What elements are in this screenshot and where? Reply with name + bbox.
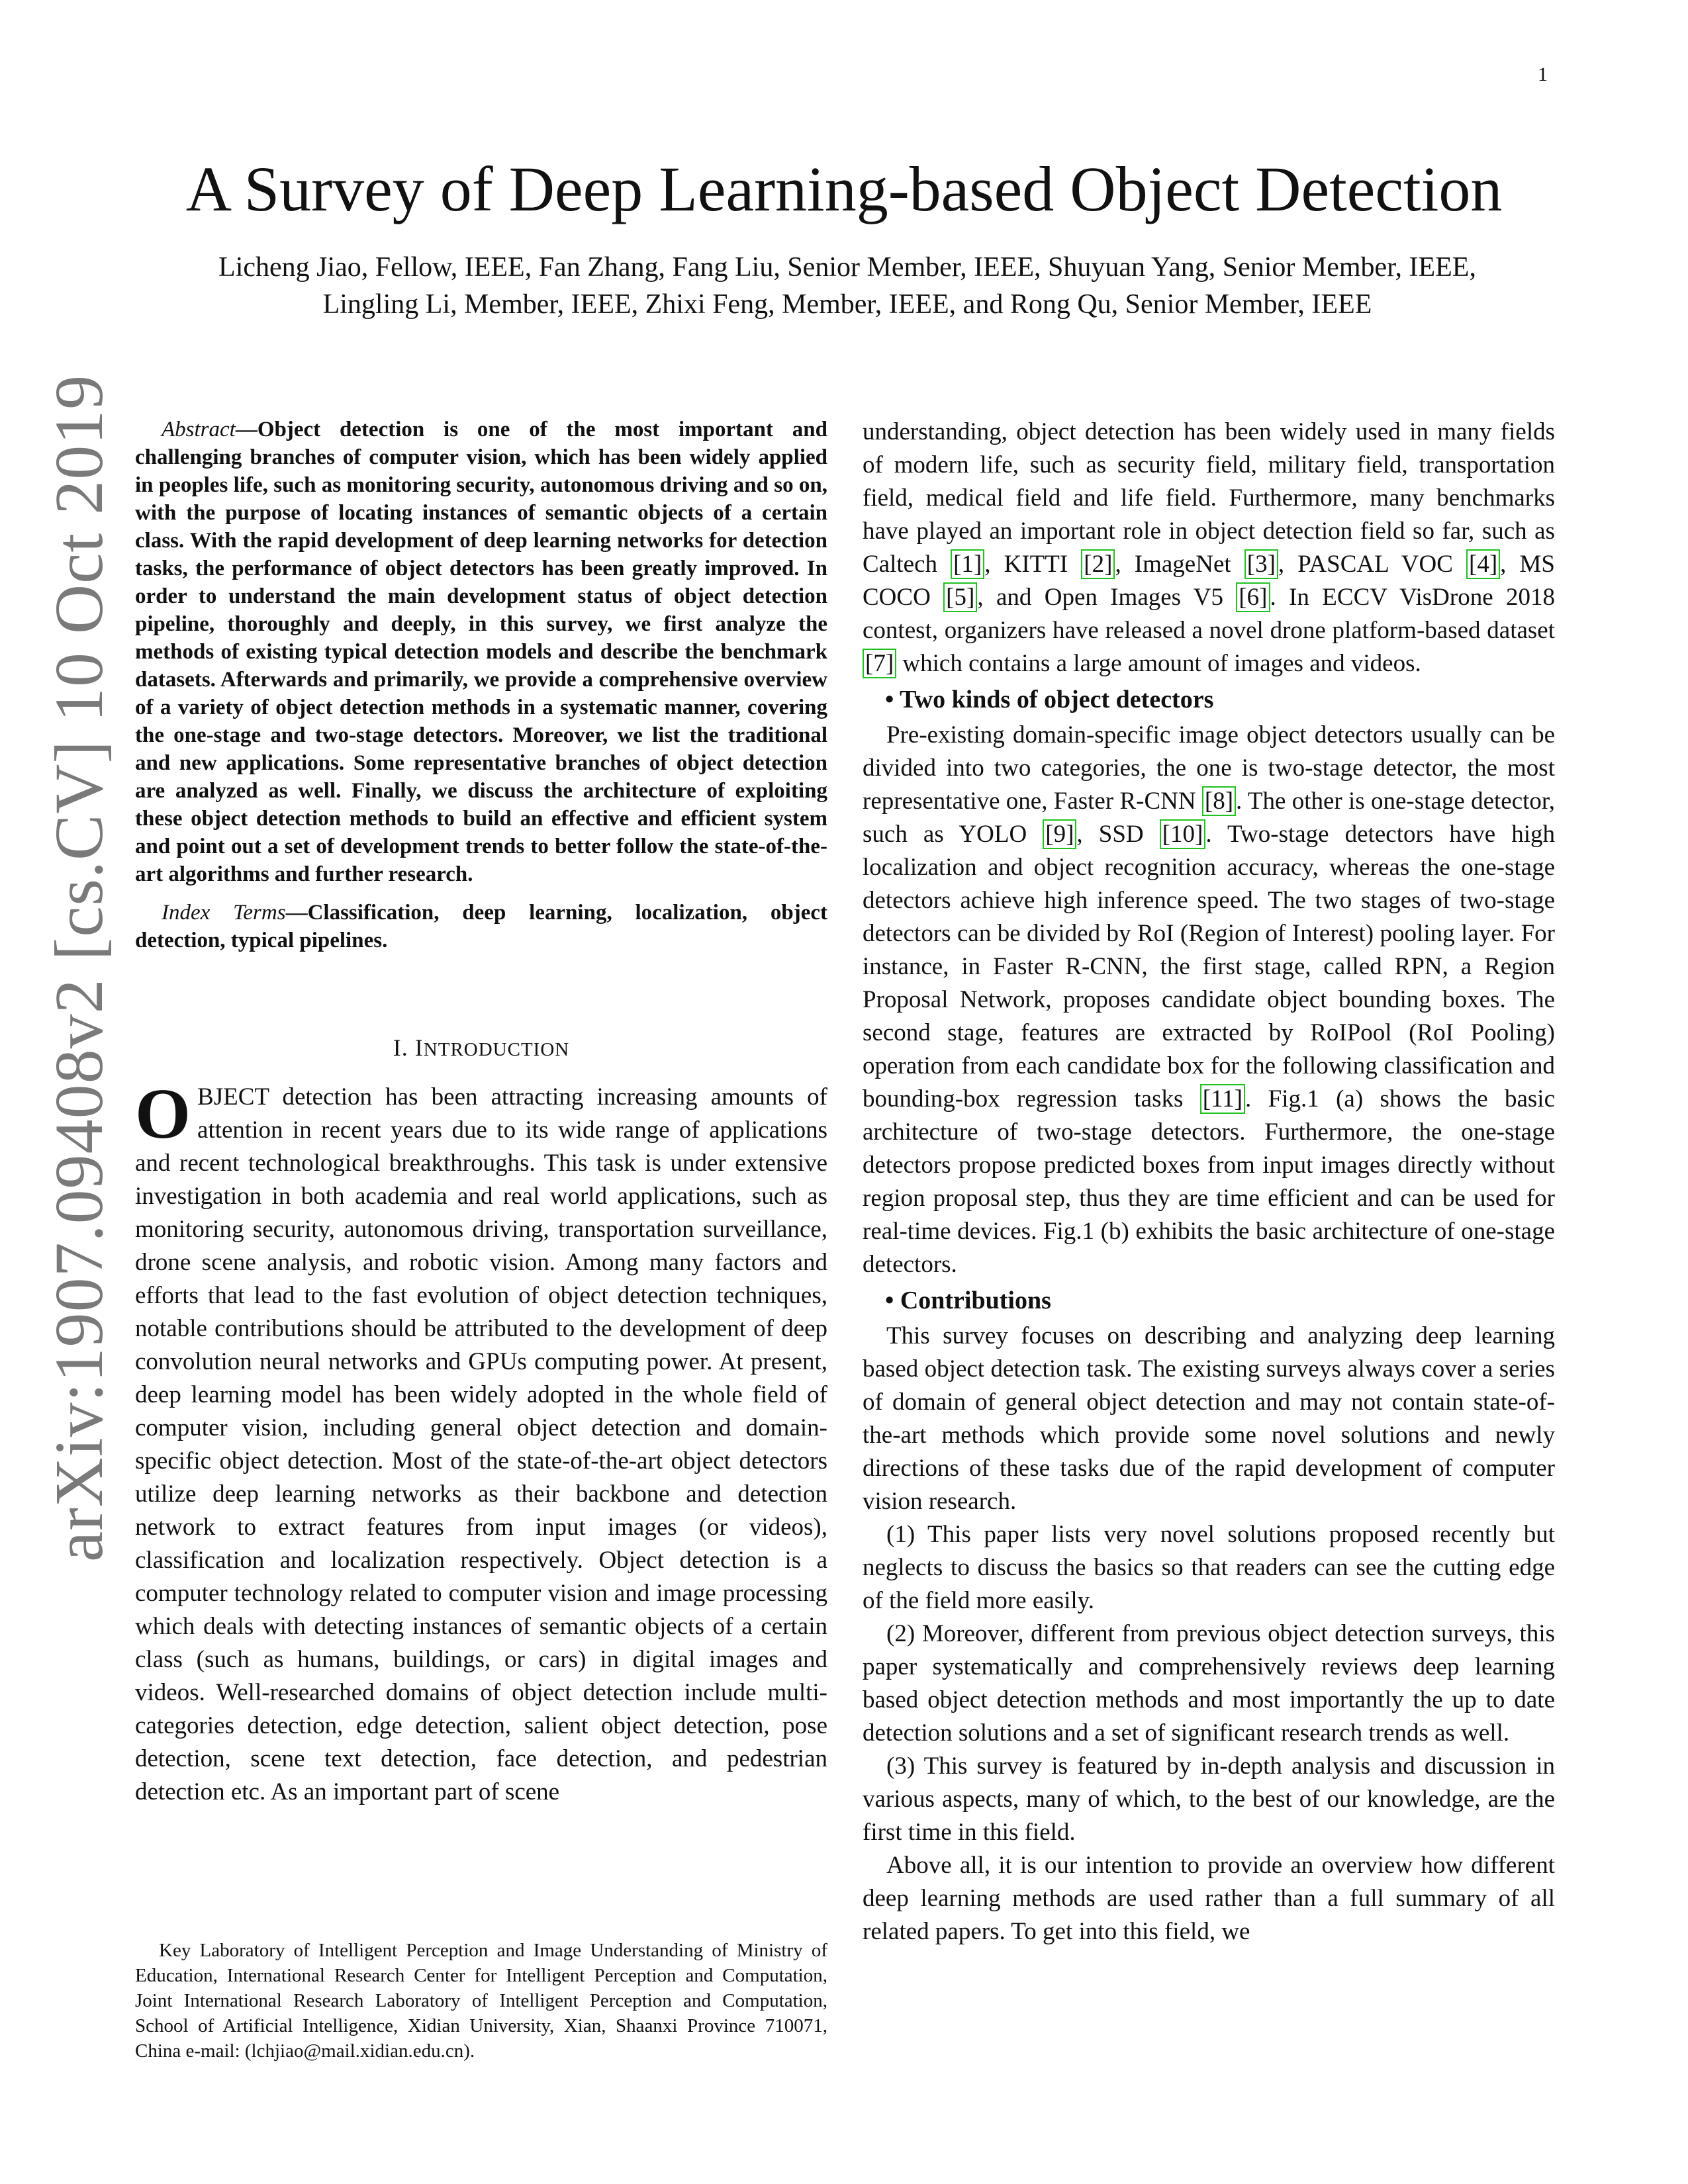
citation-link[interactable]: [2] xyxy=(1081,549,1115,579)
right-paragraph-5: (2) Moreover, different from previous object detection surveys, this paper systematically and comprehensively reviews deep learning based object detection methods and most importantly the up to date detection solutions and a set of significant research trends as well. xyxy=(863,1620,1555,1747)
index-terms-label: Index Terms xyxy=(162,901,286,925)
citation-link[interactable]: [6] xyxy=(1236,582,1270,612)
right-paragraph-3: This survey focuses on describing and analyzing deep learning based object detection task. The existing surveys always cover a series of domain of general object detection and may not contain state-of-the-art methods which provide some novel solutions and newly directions of these tasks due of the rapid development of computer vision research. xyxy=(863,1322,1555,1515)
paper-title: A Survey of Deep Learning-based Object Detection xyxy=(185,154,1503,224)
author-list xyxy=(126,249,1569,323)
text-span: , PASCAL VOC xyxy=(1278,551,1466,578)
text-span: which contains a large amount of images and videos. xyxy=(896,650,1421,677)
left-column xyxy=(135,416,827,1809)
index-terms xyxy=(135,899,827,954)
right-paragraph-7: Above all, it is our intention to provide an overview how different deep learning methods are used rather than a full summary of all related papers. To get into this field, we xyxy=(863,1852,1555,1945)
text-span: . The other is one-stage detector, such as YOLO xyxy=(863,788,1555,848)
right-paragraph-2 xyxy=(863,719,1555,1281)
citation-link[interactable]: [7] xyxy=(863,649,896,678)
citation-link[interactable]: [3] xyxy=(1244,549,1278,579)
bullet-heading-detectors: • Two kinds of object detectors xyxy=(885,686,1214,713)
citation-link[interactable]: [11] xyxy=(1200,1084,1245,1114)
authors-line-1: Licheng Jiao, Fellow, IEEE, Fan Zhang, Fang Liu, Senior Member, IEEE, Shuyuan Yang, Senior Member, IEEE, xyxy=(218,252,1476,283)
authors-line-2: Lingling Li, Member, IEEE, Zhixi Feng, Member, IEEE, and Rong Qu, Senior Member, IEEE xyxy=(322,289,1372,320)
section-number: I. xyxy=(393,1034,415,1061)
text-span: . In ECCV VisDrone 2018 contest, organizers have released a novel drone platform-based dataset xyxy=(863,584,1555,644)
citation-link[interactable]: [10] xyxy=(1160,819,1206,849)
drop-cap: O xyxy=(135,1075,191,1154)
text-span: , and Open Images V5 xyxy=(977,584,1237,611)
footnote: Key Laboratory of Intelligent Perception and Image Understanding of Ministry of Education, International Research Center for Intelligent Perception and Computation, Joint International Research Laboratory of Intelligent Perception and Computation, School of Artificial Intelligence, Xidian University, Xian, Shaanxi Province 710071, China e-mail: (lchjiao@mail.xidian.edu.cn). xyxy=(135,1940,827,2062)
text-span: , ImageNet xyxy=(1115,551,1244,578)
section-heading-introduction xyxy=(135,1031,827,1066)
citation-link[interactable]: [9] xyxy=(1043,819,1076,849)
text-span: understanding, object detection has been widely used in many fields of modern life, such as security field, military field, transportation field, medical field and life field. Furthermore, many benchmarks have played an important role in object detection field so far, such as Caltech xyxy=(863,418,1555,578)
bullet-heading-text: Contributions xyxy=(900,1287,1051,1314)
index-terms-text: —Classification, deep learning, localization, object detection, typical pipelines. xyxy=(135,901,827,952)
arxiv-watermark: arXiv:1907.09408v2 [cs.CV] 10 Oct 2019 xyxy=(41,374,117,1562)
text-span: , SSD xyxy=(1076,821,1160,848)
abstract-text: —Object detection is one of the most important and challenging branches of computer vision, which has been widely applied in peoples life, such as monitoring security, autonomous driving and so on, with the purpose of locating instances of semantic objects of a certain class. With the rapid development of deep learning networks for detection tasks, the performance of object detectors has been greatly improved. In order to understand the main development status of object detection pipeline, thoroughly and deeply, in this survey, we first analyze the methods of existing typical detection models and describe the benchmark datasets. Afterwards and primarily, we provide a comprehensive overview of a variety of object detection methods in a systematic manner, covering the one-stage and two-stage detectors. Moreover, we list the traditional and new applications. Some representative branches of object detection are analyzed as well. Finally, we discuss the architecture of exploiting these object detection methods to build an effective and efficient system and point out a set of development trends to better follow the state-of-the-art algorithms and further research. xyxy=(135,418,827,886)
bullet-heading-contributions: • Contributions xyxy=(885,1287,1051,1314)
right-paragraph-6: (3) This survey is featured by in-depth analysis and discussion in various aspects, many of which, to the best of our knowledge, are the first time in this field. xyxy=(863,1752,1555,1846)
abstract xyxy=(135,416,827,888)
intro-text: BJECT detection has been attracting increasing amounts of attention in recent years due to its wide range of applications and recent technological breakthroughs. This task is under extensive investigation in both academia and real world applications, such as monitoring security, autonomous driving, transportation surveillance, drone scene analysis, and robotic vision. Among many factors and efforts that lead to the fast evolution of object detection techniques, notable contributions should be attributed to the development of deep convolution neural networks and GPUs computing power. At present, deep learning model has been widely adopted in the whole field of computer vision, including general object detection and domain-specific object detection. Most of the state-of-the-art object detectors utilize deep learning networks as their backbone and detection network to extract features from input images (or videos), classification and localization respectively. Object detection is a computer technology related to computer vision and image processing which deals with detecting instances of semantic objects of a certain class (such as humans, buildings, or cars) in digital images and videos. Well-researched domains of object detection include multi-categories detection, edge detection, salient object detection, pose detection, scene text detection, face detection, and pedestrian detection etc. As an important part of scene xyxy=(135,1083,827,1805)
citation-link[interactable]: [8] xyxy=(1202,786,1236,816)
citation-link[interactable]: [1] xyxy=(951,549,984,579)
section-title-rest: NTRODUCTION xyxy=(423,1039,570,1060)
citation-link[interactable]: [4] xyxy=(1466,549,1500,579)
intro-paragraph xyxy=(135,1075,827,1809)
citation-link[interactable]: [5] xyxy=(943,582,977,612)
abstract-label: Abstract xyxy=(162,418,236,441)
text-span: , MS COCO xyxy=(863,551,1555,611)
text-span: Pre-existing domain-specific image object detectors usually can be divided into two categories, the one is two-stage detector, the most representative one, Faster R-CNN xyxy=(863,721,1555,815)
right-paragraph-4: (1) This paper lists very novel solutions proposed recently but neglects to discuss the basics so that readers can see the cutting edge of the field more easily. xyxy=(863,1521,1555,1614)
page-number: 1 xyxy=(1538,64,1548,85)
section-first-letter: I xyxy=(414,1034,424,1061)
text-span: . Fig.1 (a) shows the basic architecture of two-stage detectors. Furthermore, the one-stage detectors propose predicted boxes from input images directly without region proposal step, thus they are time efficient and can be used for real-time devices. Fig.1 (b) exhibits the basic architecture of one-stage detectors. xyxy=(863,1085,1555,1278)
bullet-heading-text: Two kinds of object detectors xyxy=(900,686,1214,713)
right-paragraph-1 xyxy=(863,416,1555,680)
text-span: . Two-stage detectors have high localization and object recognition accuracy, whereas the one-stage detectors achieve high inference speed. The two stages of two-stage detectors can be divided by RoI (Region of Interest) pooling layer. For instance, in Faster R-CNN, the first stage, called RPN, a Region Proposal Network, proposes candidate object bounding boxes. The second stage, features are extracted by RoIPool (RoI Pooling) operation from each candidate box for the following classification and bounding-box regression tasks xyxy=(863,821,1555,1113)
text-span: , KITTI xyxy=(984,551,1082,578)
right-column xyxy=(863,416,1555,1948)
